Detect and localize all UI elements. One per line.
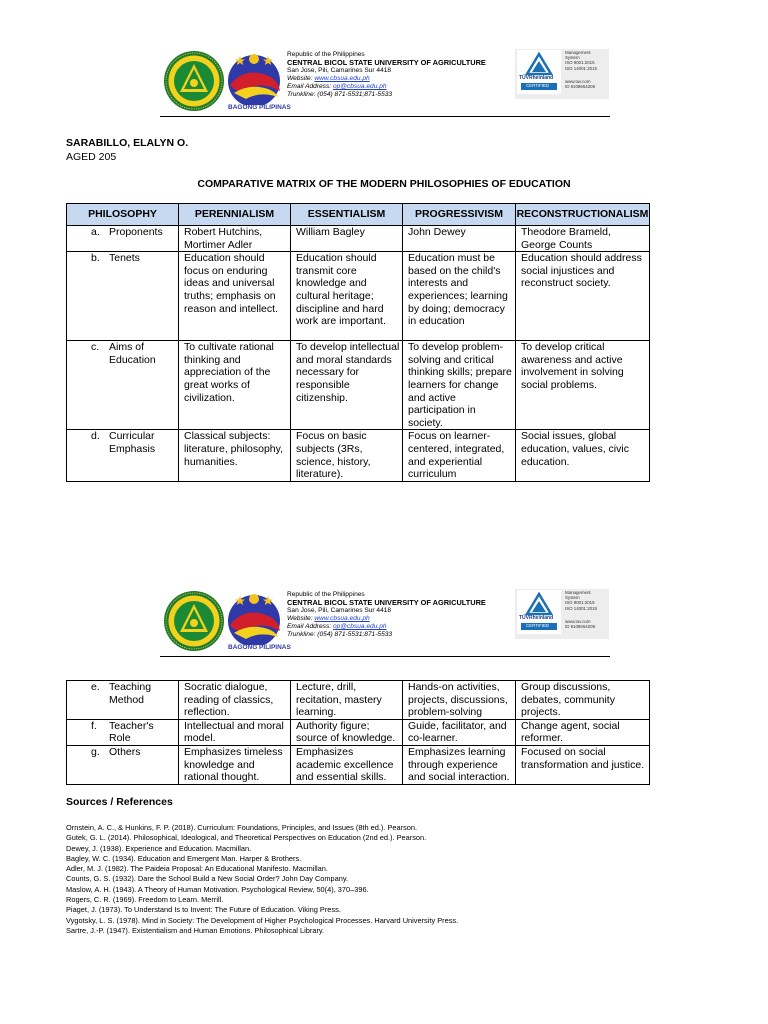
matrix-cell: Education must be based on the child's interests and experiences; learning by doing; democracy in education xyxy=(403,252,516,341)
university-address: San Jose, Pili, Camarines Sur 4418 xyxy=(287,67,392,75)
comparative-matrix-part-2 xyxy=(66,680,650,785)
matrix-cell: Emphasizes timeless knowledge and rational thought. xyxy=(179,745,291,784)
tuv-brand: TÜVRheinland xyxy=(519,615,554,621)
reference-item: Vygotsky, L. S. (1978). Mind in Society: The Development of Higher Psychological Processes. Harvard University Press. xyxy=(66,915,459,925)
criterion-cell xyxy=(67,226,179,252)
criterion-letter: g. xyxy=(91,745,100,758)
letterhead-rule xyxy=(160,116,610,117)
matrix-row xyxy=(67,252,650,341)
matrix-header-row xyxy=(67,204,650,226)
matrix-cell: To develop problem-solving and critical thinking skills; prepare learners for change and active participation in society. xyxy=(403,341,516,430)
website-link[interactable]: www.cbsua.edu.ph xyxy=(314,75,370,83)
criterion-cell xyxy=(67,681,179,720)
university-name: CENTRAL BICOL STATE UNIVERSITY OF AGRICULTURE xyxy=(287,598,486,608)
comparative-matrix-part-1 xyxy=(66,203,650,482)
bagong-pilipinas-logo xyxy=(222,587,291,653)
cert-line: ISO 9001:2015 xyxy=(565,60,595,66)
cert-url: www.tuv.com xyxy=(565,618,591,624)
reference-item: Piaget, J. (1973). To Understand Is to Invent: The Future of Education. Viking Press. xyxy=(66,905,341,915)
header-philosophy: PHILOSOPHY xyxy=(67,204,179,226)
reference-item: Bagley, W. C. (1934). Education and Emergent Man. Harper & Brothers. xyxy=(66,853,302,863)
matrix-row xyxy=(67,226,650,252)
website-label: Website: xyxy=(287,75,315,83)
cert-line: ISO 14001:2015 xyxy=(565,65,597,71)
matrix-row xyxy=(67,681,650,720)
criterion-letter: c. xyxy=(91,341,100,354)
reference-item: Adler, M. J. (1982). The Paideia Proposal: An Educational Manifesto. Macmillan. xyxy=(66,864,328,874)
email-line xyxy=(287,623,517,631)
cert-details xyxy=(565,50,597,89)
cert-line: ISO 9001:2015 xyxy=(565,600,595,606)
criterion-label: Teaching Method xyxy=(109,681,152,706)
trunkline: Trunkline: (054) 871-5531;871-5533 xyxy=(287,91,393,99)
matrix-cell: Focus on learner-centered, integrated, and experiential curriculum xyxy=(403,430,516,481)
cert-line: Management xyxy=(565,590,591,595)
bagong-pilipinas-label: BAGONG PILIPINAS xyxy=(228,104,291,111)
republic-line: Republic of the Philippines xyxy=(287,51,365,58)
cert-line: System xyxy=(565,55,580,61)
matrix-cell: Theodore Brameld, George Counts xyxy=(516,226,650,252)
criterion-cell xyxy=(67,745,179,784)
header-reconstructionalism: RECONSTRUCTIONALISM xyxy=(516,204,650,226)
criterion-cell xyxy=(67,252,179,341)
email-label: Email Address: xyxy=(287,83,333,91)
criterion-label: Teacher's Role xyxy=(109,719,154,745)
matrix-cell: Focus on basic subjects (3Rs, science, history, literature). xyxy=(291,430,403,481)
letterhead xyxy=(160,587,610,657)
letterhead-text xyxy=(287,591,517,640)
cert-line: ISO 14001:2015 xyxy=(565,605,597,611)
email-label: Email Address: xyxy=(287,623,333,631)
student-name: SARABILLO, ELALYN O. xyxy=(66,137,189,149)
matrix-cell: Social issues, global education, values, civic education. xyxy=(516,430,650,481)
reference-item: Counts, G. S. (1932). Dare the School Build a New Social Order? John Day Company. xyxy=(66,874,349,884)
university-name: CENTRAL BICOL STATE UNIVERSITY OF AGRICULTURE xyxy=(287,58,486,68)
criterion-letter: d. xyxy=(91,430,100,443)
reference-list xyxy=(66,823,458,936)
matrix-cell: William Bagley xyxy=(291,226,403,252)
criterion-cell xyxy=(67,341,179,430)
email-link[interactable]: op@cbsua.edu.ph xyxy=(332,83,387,91)
letterhead xyxy=(160,47,610,117)
university-address: San Jose, Pili, Camarines Sur 4418 xyxy=(287,607,392,615)
matrix-cell: Focused on social transformation and justice. xyxy=(516,745,650,784)
bagong-pilipinas-label: BAGONG PILIPINAS xyxy=(228,644,291,651)
matrix-row xyxy=(67,745,650,784)
iso-certification-badge xyxy=(515,589,609,639)
matrix-cell: Robert Hutchins, Mortimer Adler xyxy=(179,226,291,252)
letterhead-rule xyxy=(160,656,610,657)
republic-line: Republic of the Philippines xyxy=(287,591,365,598)
website-line xyxy=(287,615,517,623)
cert-line: System xyxy=(565,595,580,601)
criterion-label: Tenets xyxy=(109,252,140,265)
matrix-cell: Change agent, social reformer. xyxy=(516,719,650,745)
criterion-label: Curricular Emphasis xyxy=(109,430,156,455)
university-seal-logo xyxy=(163,50,225,112)
header-perennialism: PERENNIALISM xyxy=(179,204,291,226)
email-line xyxy=(287,83,517,91)
matrix-cell: John Dewey xyxy=(403,226,516,252)
matrix-cell: To develop critical awareness and active involvement in solving social problems. xyxy=(516,341,650,430)
course-code: AGED 205 xyxy=(66,151,117,163)
cert-id: ID 9108664208 xyxy=(565,84,596,90)
criterion-letter: b. xyxy=(91,252,100,265)
header-progressivism: PROGRESSIVISM xyxy=(403,204,516,226)
reference-item: Rogers, C. R. (1969). Freedom to Learn. Merrill. xyxy=(66,895,224,905)
cert-line: Management xyxy=(565,50,591,55)
matrix-row xyxy=(67,430,650,481)
tuv-certified-label: CERTIFIED xyxy=(526,83,550,88)
matrix-cell: Group discussions, debates, community projects. xyxy=(516,681,650,720)
reference-item: Maslow, A. H. (1943). A Theory of Human Motivation. Psychological Review, 50(4), 370–396. xyxy=(66,884,369,894)
cert-id: ID 9108664208 xyxy=(565,624,596,630)
matrix-cell: To develop intellectual and moral standards necessary for responsible citizenship. xyxy=(291,341,403,430)
cert-url: www.tuv.com xyxy=(565,78,591,84)
cert-details xyxy=(565,590,597,629)
matrix-cell: To cultivate rational thinking and appreciation of the great works of civilization. xyxy=(179,341,291,430)
university-seal-logo xyxy=(163,590,225,652)
document-title: COMPARATIVE MATRIX OF THE MODERN PHILOSOPHIES OF EDUCATION xyxy=(197,178,571,190)
reference-item: Ornstein, A. C., & Hunkins, F. P. (2018). Curriculum: Foundations, Principles, and Issues (8th ed.). Pearson. xyxy=(66,823,418,832)
matrix-cell: Education should focus on enduring ideas and universal truths; emphasis on reason and intellect. xyxy=(179,252,291,341)
matrix-cell: Authority figure; source of knowledge. xyxy=(291,719,403,745)
iso-certification-badge xyxy=(515,49,609,99)
bagong-pilipinas-logo xyxy=(222,47,291,113)
reference-item: Gutek, G. L. (2014). Philosophical, Ideological, and Theoretical Perspectives on Education (2nd ed.). Pearson. xyxy=(66,833,427,843)
criterion-cell xyxy=(67,719,179,745)
letterhead-page-2 xyxy=(0,587,768,657)
trunkline: Trunkline: (054) 871-5531;871-5533 xyxy=(287,631,393,639)
reference-item: Dewey, J. (1938). Experience and Education. Macmillan. xyxy=(66,843,252,853)
website-label: Website: xyxy=(287,615,315,623)
reference-item: Sartre, J.-P. (1947). Existentialism and Human Emotions. Philosophical Library. xyxy=(66,925,325,935)
criterion-letter: e. xyxy=(91,681,100,693)
email-link[interactable]: op@cbsua.edu.ph xyxy=(332,623,387,631)
criterion-label: Others xyxy=(109,745,141,758)
matrix-cell: Education should transmit core knowledge and cultural heritage; discipline and hard work are important. xyxy=(291,252,403,341)
letterhead-page-1 xyxy=(0,47,768,117)
criterion-letter: f. xyxy=(91,719,97,732)
matrix-cell: Classical subjects: literature, philosophy, humanities. xyxy=(179,430,291,481)
matrix-cell: Emphasizes learning through experience and social interaction. xyxy=(403,745,516,784)
criterion-cell xyxy=(67,430,179,481)
website-line xyxy=(287,75,517,83)
header-essentialism: ESSENTIALISM xyxy=(291,204,403,226)
matrix-cell: Guide, facilitator, and co-learner. xyxy=(403,719,516,745)
website-link[interactable]: www.cbsua.edu.ph xyxy=(314,615,370,623)
matrix-cell: Lecture, drill, recitation, mastery learning. xyxy=(291,681,403,720)
criterion-letter: a. xyxy=(91,226,100,238)
tuv-certified-label: CERTIFIED xyxy=(526,623,550,628)
tuv-brand: TÜVRheinland xyxy=(519,75,554,81)
criterion-label: Proponents xyxy=(109,226,163,238)
matrix-cell: Hands-on activities, projects, discussions, problem-solving xyxy=(403,681,516,720)
criterion-label: Aims of Education xyxy=(109,341,156,366)
sources-heading: Sources / References xyxy=(66,796,173,808)
matrix-row xyxy=(67,719,650,745)
letterhead-text xyxy=(287,51,517,100)
matrix-cell: Intellectual and moral model. xyxy=(179,719,291,745)
matrix-row xyxy=(67,341,650,430)
matrix-cell: Education should address social injustices and reconstruct society. xyxy=(516,252,650,341)
matrix-cell: Emphasizes academic excellence and essential skills. xyxy=(291,745,403,784)
matrix-cell: Socratic dialogue, reading of classics, reflection. xyxy=(179,681,291,720)
